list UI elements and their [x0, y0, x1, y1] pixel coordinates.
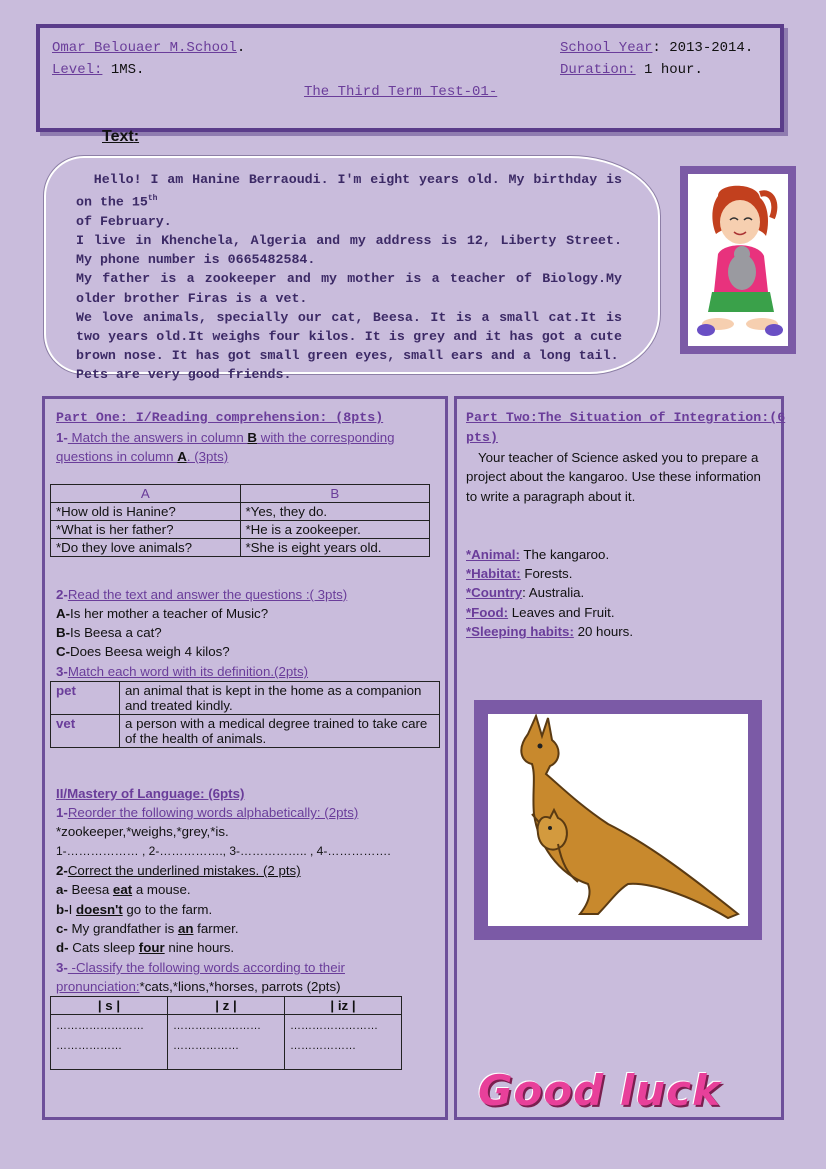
fact-animal: *Animal: The kangaroo.	[466, 547, 610, 562]
school-year: School Year: 2013-2014.	[560, 40, 754, 56]
school-name: Omar Belouaer M.School.	[52, 40, 246, 56]
column-b-header: B	[240, 485, 430, 503]
question-1-line1: 1- Match the answers in column B with the corresponding	[56, 430, 395, 445]
part-two-title: Part Two:The Situation of Integration:(6	[466, 410, 786, 425]
fact-country: *Country: Australia.	[466, 585, 585, 600]
mastery-2-b: b-I doesn't go to the farm.	[56, 902, 213, 917]
part-two-title-cont: pts)	[466, 430, 498, 445]
mastery-2-a: a- Beesa eat a mouse.	[56, 882, 191, 897]
question-2-title: 2-Read the text and answer the questions :( 3pts)	[56, 587, 348, 602]
reading-passage-bubble	[44, 156, 660, 383]
mastery-2-c: c- My grandfather is an farmer.	[56, 921, 239, 936]
level: Level: 1MS.	[52, 62, 145, 78]
table-row: vet a person with a medical degree trained to take care of the health of animals.	[51, 715, 440, 748]
part-two-instructions: Your teacher of Science asked you to prepare a project about the kangaroo. Use these information to write a paragraph about it.	[466, 450, 761, 504]
header-box	[36, 24, 784, 132]
table-row: *Do they love animals? *She is eight years old.	[51, 539, 430, 557]
text-heading: Text:	[102, 128, 140, 145]
fact-habitat: *Habitat: Forests.	[466, 566, 573, 581]
blank-cell[interactable]: …………………… ………………	[285, 1015, 402, 1070]
mastery-2-d: d- Cats sleep four nine hours.	[56, 940, 235, 955]
matching-table-questions	[50, 484, 430, 557]
kangaroo-picture-frame	[474, 700, 762, 940]
mastery-2-title: 2-Correct the underlined mistakes. (2 pts)	[56, 863, 301, 878]
question-2-b: B-Is Beesa a cat?	[56, 625, 162, 640]
table-row: *What is her father? *He is a zookeeper.	[51, 521, 430, 539]
fact-sleeping-habits: *Sleeping habits: 20 hours.	[466, 624, 634, 639]
girl-with-cat-illustration	[688, 174, 788, 346]
part-one-title: Part One: I/Reading comprehension: (8pts)	[56, 410, 384, 425]
blank-cell[interactable]: …………………… ………………	[51, 1015, 168, 1070]
mastery-3-title: 3- -Classify the following words according to their	[56, 960, 345, 975]
test-title: The Third Term Test-01-	[304, 84, 498, 100]
question-2-a: A-Is her mother a teacher of Music?	[56, 606, 269, 621]
table-row: pet an animal that is kept in the home as a companion and treated kindly.	[51, 682, 440, 715]
duration: Duration: 1 hour.	[560, 62, 703, 78]
kangaroo-illustration	[488, 714, 748, 926]
blank-cell[interactable]: …………………… ………………	[168, 1015, 285, 1070]
question-1-line2: questions in column A. (3pts)	[56, 449, 229, 464]
mastery-1-blanks: 1-……………… , 2-……………., 3-…………….. , 4-…………….	[56, 844, 391, 858]
table-row	[51, 1015, 402, 1070]
question-3-title: 3-Match each word with its definition.(2pts)	[56, 664, 309, 679]
good-luck-text: Good luck	[478, 1066, 721, 1115]
question-2-c: C-Does Beesa weigh 4 kilos?	[56, 644, 230, 659]
reading-passage: Hello! I am Hanine Berraoudi. I'm eight years old. My birthday is on the 15th of February. I live in Khenchela, Algeria and my address is 12, Liberty Street. My phone number is 0665482584. My father is a zookeeper and my mother is a teacher of Biology.My older brother Firas is a vet. We love animals, specially our cat, Beesa. It is a small cat.It is two years old.It weighs four kilos. It is grey and it has got a cute brown nose. It has got small green eyes, small ears and a long tail. Pets are very good friends.	[76, 172, 622, 383]
girl-picture-frame	[680, 166, 796, 354]
mastery-title: II/Mastery of Language: (6pts)	[56, 786, 245, 801]
pronunciation-table: | s | | z | | iz | …………………… ……………… …………………… ……………… …………………… ………………	[50, 996, 402, 1070]
mastery-3-words: pronunciation:*cats,*lions,*horses, parrots (2pts)	[56, 979, 341, 994]
fact-food: *Food: Leaves and Fruit.	[466, 605, 615, 620]
mastery-1-title: 1-Reorder the following words alphabetically: (2pts)	[56, 805, 359, 820]
column-a-header: A	[51, 485, 241, 503]
table-row: *How old is Hanine? *Yes, they do.	[51, 503, 430, 521]
definition-table	[50, 681, 440, 748]
mastery-1-words: *zookeeper,*weighs,*grey,*is.	[56, 824, 229, 839]
